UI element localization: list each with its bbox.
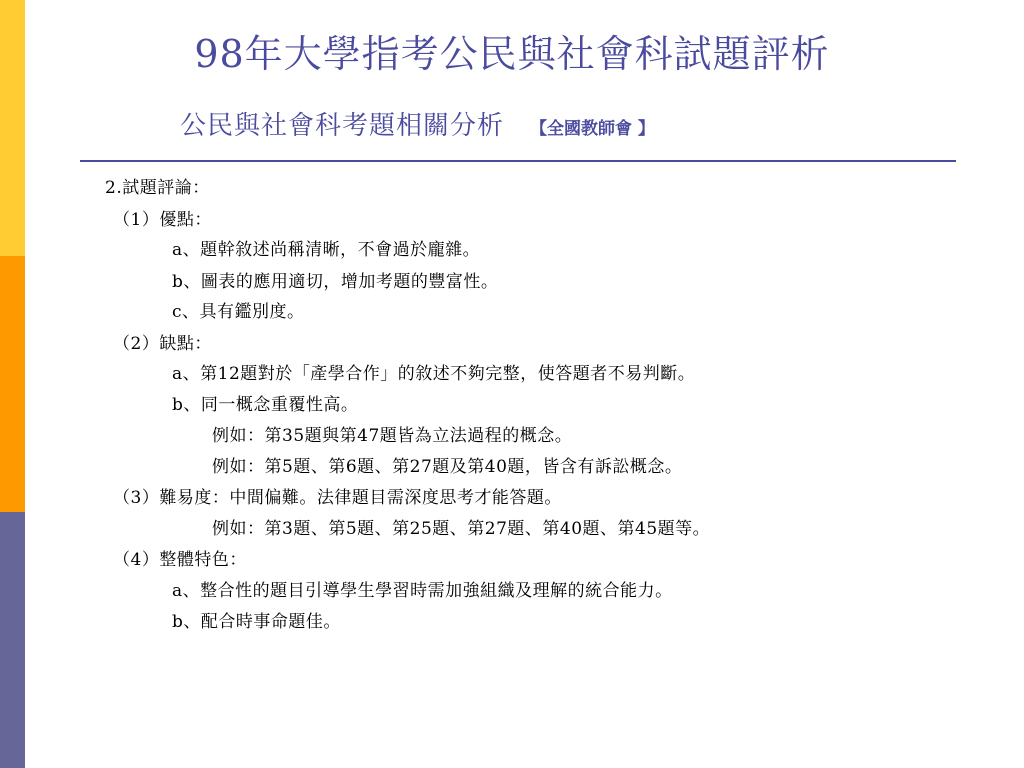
list-item: a、題幹敘述尚稱清晰，不會過於龐雜。 — [172, 240, 481, 260]
subsection-features: （4）整體特色： — [113, 550, 247, 570]
example-item: 例如：第3題、第5題、第25題、第27題、第40題、第45題等。 — [212, 519, 711, 539]
side-bar-orange-segment — [0, 256, 25, 512]
slide-title: 98年大學指考公民與社會科試題評析 — [194, 32, 830, 76]
list-item: a、第12題對於「產學合作」的敘述不夠完整，使答題者不易判斷。 — [172, 364, 696, 384]
example-item: 例如：第5題、第6題、第27題及第40題，皆含有訴訟概念。 — [212, 457, 683, 477]
side-bar-purple-segment — [0, 512, 25, 768]
side-color-bar — [0, 0, 25, 768]
list-item: b、同一概念重覆性高。 — [172, 395, 359, 415]
list-item: b、圖表的應用適切，增加考題的豐富性。 — [172, 272, 499, 292]
subsection-pros: （1）優點： — [113, 210, 212, 230]
title-divider — [80, 160, 956, 162]
slide-subtitle-row — [180, 108, 655, 147]
list-item: a、整合性的題目引導學生學習時需加強組織及理解的統合能力。 — [172, 581, 673, 601]
example-item: 例如：第35題與第47題皆為立法過程的概念。 — [212, 426, 573, 446]
list-item: c、具有鑑別度。 — [172, 302, 305, 322]
list-item: b、配合時事命題佳。 — [172, 612, 341, 632]
section-heading: 2.試題評論： — [105, 178, 210, 198]
subsection-difficulty: （3）難易度：中間偏難。法律題目需深度思考才能答題。 — [113, 488, 562, 508]
subsection-cons: （2）缺點： — [113, 334, 212, 354]
slide-subtitle: 公民與社會科考題相關分析 — [180, 111, 505, 141]
source-label: 【全國教師會 】 — [530, 119, 655, 139]
